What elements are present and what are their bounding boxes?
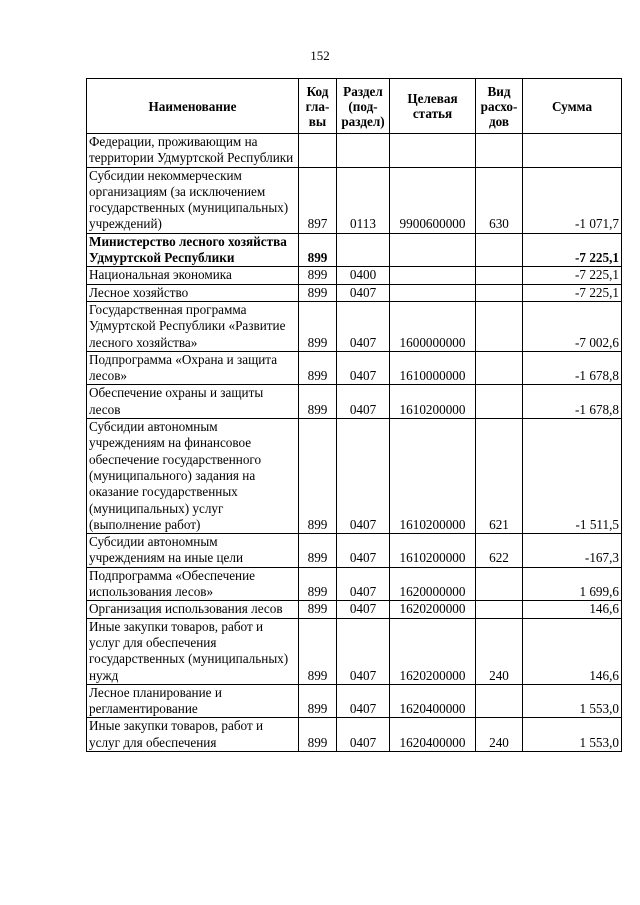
cell-article — [390, 233, 476, 267]
table-row — [87, 684, 622, 718]
cell-code: 899 — [299, 534, 337, 568]
cell-article: 1610200000 — [390, 385, 476, 419]
table-header-row — [87, 79, 622, 134]
cell-article: 1620000000 — [390, 567, 476, 601]
cell-code: 899 — [299, 718, 337, 752]
table-row — [87, 385, 622, 419]
cell-name: Субсидии автономным учреждениям на иные цели — [87, 534, 299, 568]
cell-section: 0407 — [337, 351, 390, 385]
cell-code: 899 — [299, 233, 337, 267]
cell-section: 0407 — [337, 567, 390, 601]
table-row — [87, 419, 622, 534]
cell-section: 0407 — [337, 618, 390, 684]
header-name: Наименование — [87, 79, 299, 134]
cell-name: Обеспечение охраны и защиты лесов — [87, 385, 299, 419]
cell-expense-type — [476, 134, 523, 168]
header-article: Целевая статья — [390, 79, 476, 134]
cell-expense-type — [476, 284, 523, 301]
cell-section — [337, 233, 390, 267]
cell-article: 1620400000 — [390, 718, 476, 752]
cell-article — [390, 284, 476, 301]
cell-code: 899 — [299, 567, 337, 601]
cell-expense-type — [476, 567, 523, 601]
header-sum: Сумма — [523, 79, 622, 134]
cell-article — [390, 134, 476, 168]
cell-name: Лесное хозяйство — [87, 284, 299, 301]
cell-sum: -7 225,1 — [523, 284, 622, 301]
cell-sum: 1 699,6 — [523, 567, 622, 601]
cell-section: 0407 — [337, 301, 390, 351]
cell-name: Иные закупки товаров, работ и услуг для обеспечения — [87, 718, 299, 752]
table-row — [87, 351, 622, 385]
cell-article — [390, 267, 476, 284]
cell-sum: -7 225,1 — [523, 233, 622, 267]
table-row — [87, 601, 622, 618]
page-number: 152 — [310, 48, 330, 63]
cell-sum: -7 225,1 — [523, 267, 622, 284]
header-expense-type: Вид расхо- дов — [476, 79, 523, 134]
table-row — [87, 284, 622, 301]
cell-code: 899 — [299, 301, 337, 351]
cell-section: 0407 — [337, 718, 390, 752]
cell-section: 0407 — [337, 684, 390, 718]
cell-sum: 146,6 — [523, 601, 622, 618]
cell-code: 899 — [299, 601, 337, 618]
cell-sum: -1 678,8 — [523, 385, 622, 419]
cell-sum: 1 553,0 — [523, 718, 622, 752]
cell-article: 1600000000 — [390, 301, 476, 351]
cell-code: 899 — [299, 267, 337, 284]
cell-name: Субсидии автономным учреждениям на финансовое обеспечение государственного (муниципального) задания на оказание государственных (муниципальных) услуг (выполнение работ) — [87, 419, 299, 534]
cell-name: Подпрограмма «Обеспечение использования лесов» — [87, 567, 299, 601]
cell-expense-type — [476, 301, 523, 351]
cell-code — [299, 134, 337, 168]
cell-section: 0407 — [337, 385, 390, 419]
cell-name: Национальная экономика — [87, 267, 299, 284]
cell-expense-type: 622 — [476, 534, 523, 568]
table-row — [87, 301, 622, 351]
cell-expense-type: 240 — [476, 618, 523, 684]
cell-sum: -1 678,8 — [523, 351, 622, 385]
cell-article: 9900600000 — [390, 167, 476, 233]
table-row — [87, 718, 622, 752]
cell-expense-type: 240 — [476, 718, 523, 752]
cell-name: Государственная программа Удмуртской Республики «Развитие лесного хозяйства» — [87, 301, 299, 351]
table-row — [87, 134, 622, 168]
cell-expense-type — [476, 233, 523, 267]
table-row — [87, 567, 622, 601]
cell-article: 1620200000 — [390, 618, 476, 684]
table-row — [87, 167, 622, 233]
cell-name: Федерации, проживающим на территории Удмуртской Республики — [87, 134, 299, 168]
table-row — [87, 618, 622, 684]
cell-article: 1620200000 — [390, 601, 476, 618]
table-row — [87, 233, 622, 267]
cell-expense-type: 630 — [476, 167, 523, 233]
cell-expense-type — [476, 601, 523, 618]
cell-expense-type — [476, 267, 523, 284]
cell-sum: -1 511,5 — [523, 419, 622, 534]
cell-code: 897 — [299, 167, 337, 233]
cell-code: 899 — [299, 284, 337, 301]
cell-name: Подпрограмма «Охрана и защита лесов» — [87, 351, 299, 385]
cell-section: 0113 — [337, 167, 390, 233]
cell-article: 1610200000 — [390, 534, 476, 568]
cell-expense-type — [476, 351, 523, 385]
cell-sum: -7 002,6 — [523, 301, 622, 351]
cell-code: 899 — [299, 351, 337, 385]
cell-sum: 146,6 — [523, 618, 622, 684]
cell-sum: -167,3 — [523, 534, 622, 568]
table-row — [87, 534, 622, 568]
cell-sum: -1 071,7 — [523, 167, 622, 233]
cell-expense-type: 621 — [476, 419, 523, 534]
cell-section — [337, 134, 390, 168]
cell-sum: 1 553,0 — [523, 684, 622, 718]
cell-name: Субсидии некоммерческим организациям (за исключением государственных (муниципальных) учреждений) — [87, 167, 299, 233]
budget-table — [86, 78, 622, 752]
cell-section: 0400 — [337, 267, 390, 284]
cell-code: 899 — [299, 385, 337, 419]
cell-name: Лесное планирование и регламентирование — [87, 684, 299, 718]
cell-article: 1610200000 — [390, 419, 476, 534]
header-section: Раздел (под- раздел) — [337, 79, 390, 134]
cell-code: 899 — [299, 684, 337, 718]
cell-sum — [523, 134, 622, 168]
cell-article: 1610000000 — [390, 351, 476, 385]
cell-section: 0407 — [337, 534, 390, 568]
cell-name: Организация использования лесов — [87, 601, 299, 618]
table-row — [87, 267, 622, 284]
cell-section: 0407 — [337, 601, 390, 618]
cell-code: 899 — [299, 419, 337, 534]
cell-code: 899 — [299, 618, 337, 684]
cell-expense-type — [476, 684, 523, 718]
cell-section: 0407 — [337, 284, 390, 301]
cell-article: 1620400000 — [390, 684, 476, 718]
cell-name: Иные закупки товаров, работ и услуг для обеспечения государственных (муниципальных) нужд — [87, 618, 299, 684]
header-code: Код гла- вы — [299, 79, 337, 134]
cell-name: Министерство лесного хозяйства Удмуртской Республики — [87, 233, 299, 267]
cell-expense-type — [476, 385, 523, 419]
cell-section: 0407 — [337, 419, 390, 534]
